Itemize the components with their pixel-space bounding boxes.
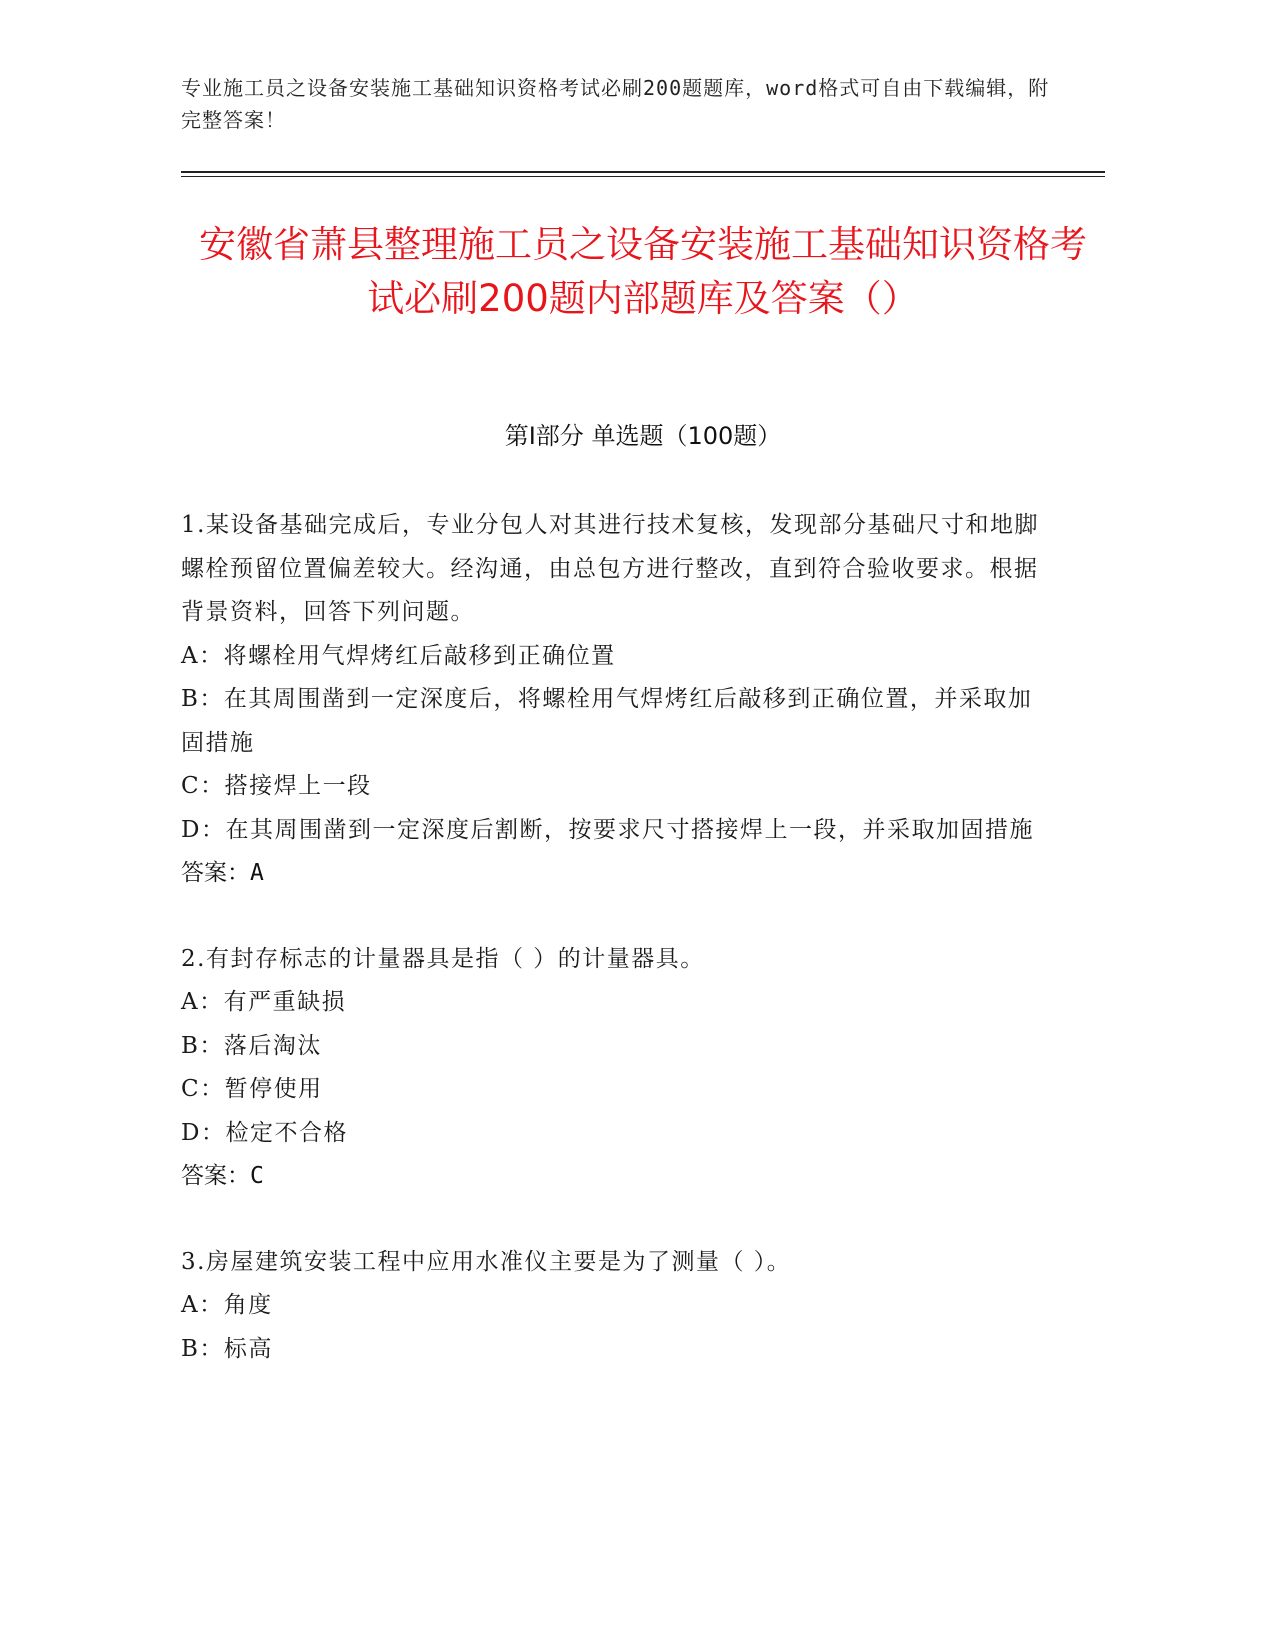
header-divider-thin [181, 176, 1105, 177]
question-list [181, 504, 1051, 1413]
document-title: 安徽省萧县整理施工员之设备安装施工基础知识资格考试必刷200题内部题库及答案（） [199, 223, 1087, 320]
option-c: C：暂停使用 [181, 1076, 323, 1102]
header-divider-thick [181, 171, 1105, 173]
question-stem: 1.某设备基础完成后，专业分包人对其进行技术复核，发现部分基础尺寸和地脚螺栓预留位置偏差较大。经沟通，由总包方进行整改，直到符合验收要求。根据背景资料，回答下列问题。 [181, 512, 1039, 625]
option-a: A：将螺栓用气焊烤红后敲移到正确位置 [181, 642, 616, 669]
answer [181, 852, 1051, 896]
answer-value: A [250, 860, 264, 886]
header-note: 专业施工员之设备安装施工基础知识资格考试必刷200题题库，word格式可自由下载编辑，附完整答案！ [181, 76, 1050, 132]
option-d: D：检定不合格 [181, 1119, 348, 1146]
option-b: B：落后淘汰 [181, 1032, 322, 1059]
option-c: C：搭接焊上一段 [181, 773, 372, 799]
answer-value: C [250, 1163, 264, 1189]
answer [181, 1155, 1051, 1199]
answer-label: 答案： [181, 1163, 250, 1189]
answer-label: 答案： [181, 860, 250, 886]
option-b: B：标高 [181, 1335, 273, 1362]
option-b: B：在其周围凿到一定深度后，将螺栓用气焊烤红后敲移到正确位置，并采取加固措施 [181, 686, 1033, 756]
question-stem: 3.房屋建筑安装工程中应用水准仪主要是为了测量（ ）。 [181, 1248, 792, 1275]
option-d: D：在其周围凿到一定深度后割断，按要求尺寸搭接焊上一段，并采取加固措施 [181, 816, 1034, 843]
option-a: A：角度 [181, 1292, 273, 1318]
question-2 [181, 938, 1051, 1199]
option-a: A：有严重缺损 [181, 989, 347, 1015]
section-title: 第Ⅰ部分 单选题（100题） [504, 422, 782, 450]
question-stem: 2.有封存标志的计量器具是指（ ）的计量器具。 [181, 945, 705, 972]
question-1 [181, 504, 1051, 896]
question-3 [181, 1241, 1051, 1372]
